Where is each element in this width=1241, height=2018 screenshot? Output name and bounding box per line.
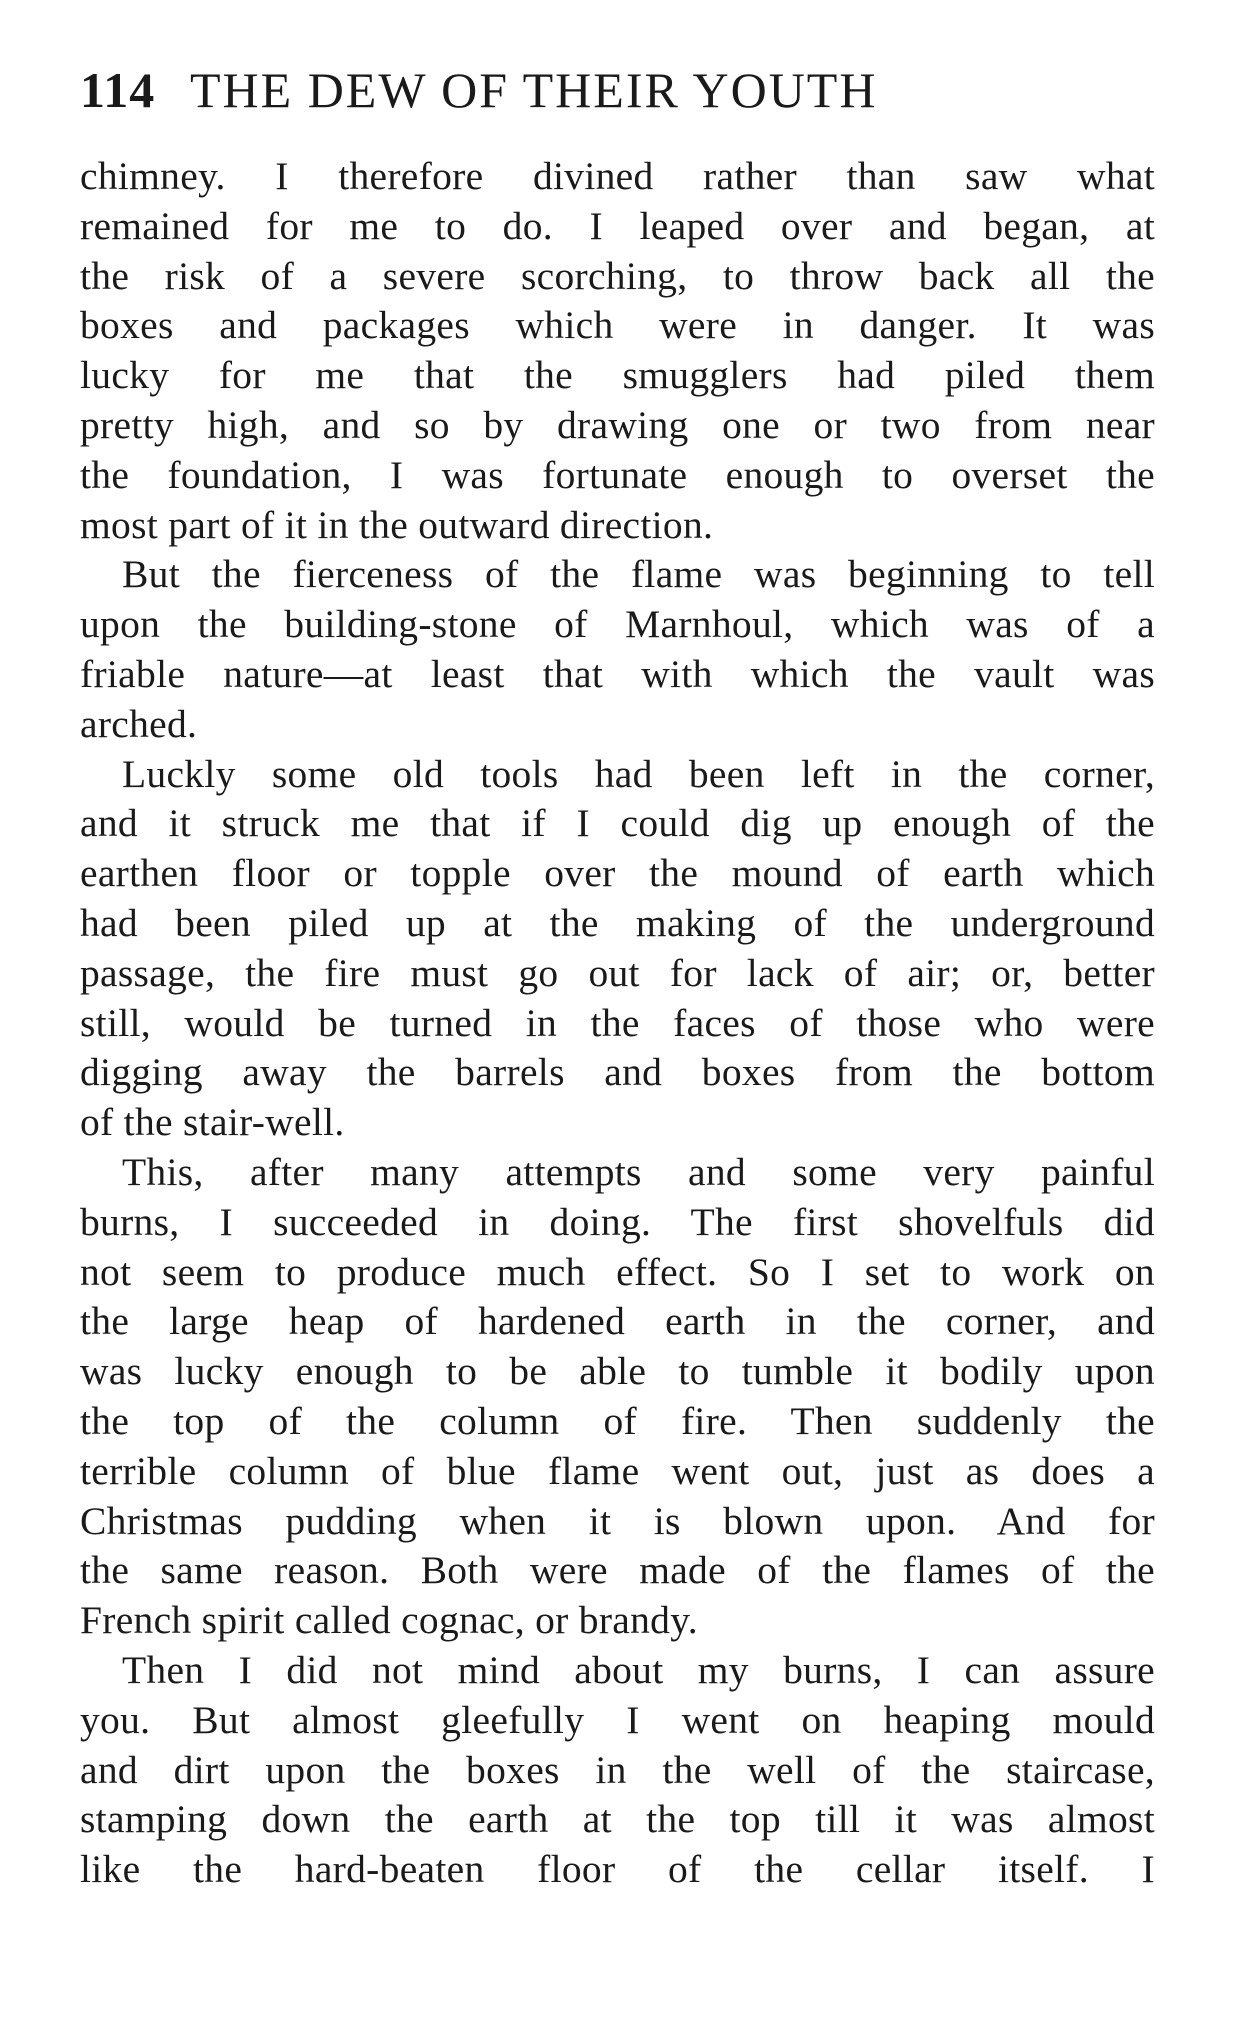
text-line: upon the building-stone of Marnhoul, which was of a (80, 602, 1155, 647)
text-line: you. But almost gleefully I went on heaping mould (80, 1697, 1155, 1742)
text-line: passage, the fire must go out for lack of air; or, better (80, 950, 1155, 995)
text-line: digging away the barrels and boxes from the bottom (80, 1050, 1155, 1095)
body-text (80, 152, 1155, 1895)
text-line: But the fierceness of the flame was beginning to tell (122, 552, 1155, 597)
text-line: the same reason. Both were made of the flames of the (80, 1548, 1155, 1593)
text-line: and dirt upon the boxes in the well of the staircase, (80, 1747, 1155, 1792)
text-line: the large heap of hardened earth in the corner, and (80, 1299, 1155, 1344)
text-line: and it struck me that if I could dig up enough of the (80, 801, 1155, 846)
text-line: lucky for me that the smugglers had piled them (80, 353, 1155, 398)
text-line: still, would be turned in the faces of those who were (80, 1000, 1155, 1045)
book-page (80, 60, 1155, 1895)
text-line: the risk of a severe scorching, to throw back all the (80, 253, 1155, 298)
text-line: Christmas pudding when it is blown upon. And for (80, 1498, 1155, 1543)
text-line: not seem to produce much effect. So I set to work on (80, 1249, 1155, 1294)
text-line: French spirit called cognac, or brandy. (80, 1598, 698, 1643)
text-line: was lucky enough to be able to tumble it bodily upon (80, 1349, 1155, 1394)
text-line: boxes and packages which were in danger. It was (80, 303, 1155, 348)
running-title: THE DEW OF THEIR YOUTH (190, 62, 878, 118)
text-line: the top of the column of fire. Then suddenly the (80, 1398, 1155, 1443)
text-line: chimney. I therefore divined rather than saw what (80, 154, 1155, 198)
text-line: stamping down the earth at the top till it was almost (80, 1797, 1155, 1842)
text-line: had been piled up at the making of the underground (80, 900, 1155, 945)
text-line: Luckly some old tools had been left in the corner, (122, 751, 1155, 796)
text-line: pretty high, and so by drawing one or two from near (80, 402, 1155, 447)
text-line: earthen floor or topple over the mound of earth which (80, 851, 1155, 896)
text-line: Then I did not mind about my burns, I can assure (122, 1647, 1155, 1692)
text-line: terrible column of blue flame went out, just as does a (80, 1448, 1155, 1493)
text-line: remained for me to do. I leaped over and began, at (80, 203, 1155, 248)
running-head (80, 60, 1155, 120)
page-number: 114 (80, 62, 156, 118)
text-line: burns, I succeeded in doing. The first shovelfuls did (80, 1199, 1155, 1244)
text-line: arched. (80, 701, 198, 746)
text-line: of the stair-well. (80, 1100, 345, 1145)
text-line: This, after many attempts and some very painful (122, 1149, 1155, 1194)
text-line: most part of it in the outward direction. (80, 502, 714, 547)
text-line: friable nature—at least that with which the vault was (80, 651, 1155, 696)
text-line: the foundation, I was fortunate enough to overset the (80, 452, 1155, 497)
text-line: like the hard-beaten floor of the cellar itself. I (80, 1847, 1155, 1892)
